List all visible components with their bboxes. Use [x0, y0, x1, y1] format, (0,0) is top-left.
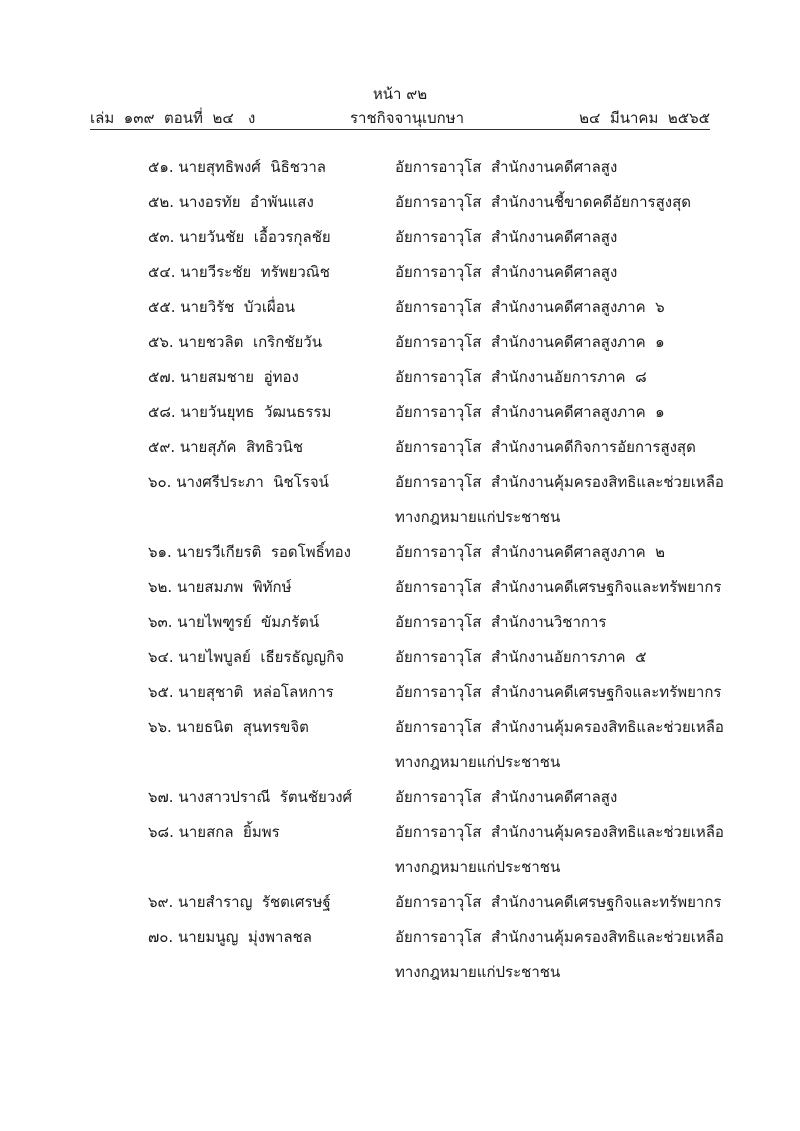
person-name: ๕๖. นายชวลิต เกริกชัยวัน: [148, 333, 322, 351]
position-line: ทางกฎหมายแก่ประชาชน: [395, 753, 561, 771]
position-title: [395, 435, 715, 470]
position-line: ทางกฎหมายแก่ประชาชน: [395, 963, 561, 981]
person-name: ๖๓. นายไพฑูรย์ ขัมภรัตน์: [148, 613, 320, 631]
publication-date: ๒๔ มีนาคม ๒๕๖๕: [579, 109, 710, 127]
position-line: อัยการอาวุโส สำนักงานอัยการภาค ๕: [395, 648, 647, 666]
list-item: [0, 330, 800, 365]
list-item: [0, 680, 800, 715]
position-title: [395, 190, 715, 225]
position-title: [395, 575, 722, 610]
position-line: อัยการอาวุโส สำนักงานชี้ขาดคดีอัยการสูงสุด: [395, 193, 691, 211]
person-name: ๖๗. นางสาวปราณี รัตนชัยวงศ์: [148, 788, 353, 806]
person-name: ๕๓. นายวันชัย เอื้อวรกุลชัย: [148, 228, 331, 246]
list-item: [0, 470, 800, 540]
position-title: [395, 365, 715, 400]
position-line: อัยการอาวุโส สำนักงานคดีเศรษฐกิจและทรัพยากร: [395, 578, 722, 596]
person-name: ๖๑. นายรวีเกียรติ รอดโพธิ์ทอง: [148, 543, 351, 561]
list-item: [0, 575, 800, 610]
page-number: หน้า ๙๒: [372, 85, 428, 103]
position-line: อัยการอาวุโส สำนักงานคุ้มครองสิทธิและช่วยเหลือ: [395, 718, 724, 736]
person-name: ๖๔. นายไพบูลย์ เธียรธัญญกิจ: [148, 648, 345, 666]
position-line: อัยการอาวุโส สำนักงานคดีศาลสูงภาค ๒: [395, 543, 666, 561]
position-line: อัยการอาวุโส สำนักงานคดีศาลสูงภาค ๖: [395, 298, 665, 316]
position-line: ทางกฎหมายแก่ประชาชน: [395, 508, 561, 526]
position-line: อัยการอาวุโส สำนักงานคดีศาลสูงภาค ๑: [395, 403, 665, 421]
list-item: [0, 715, 800, 785]
position-title: [395, 645, 715, 680]
list-item: [0, 295, 800, 330]
person-name: ๕๕. นายวิรัช บัวเผื่อน: [148, 298, 296, 316]
person-name: ๖๖. นายธนิต สุนทรขจิต: [148, 718, 309, 736]
position-title: [395, 260, 715, 295]
list-item: [0, 645, 800, 680]
position-line: อัยการอาวุโส สำนักงานคุ้มครองสิทธิและช่วยเหลือ: [395, 928, 724, 946]
list-item: [0, 610, 800, 645]
person-name: ๖๙. นายสำราญ รัชตเศรษฐ์: [148, 893, 331, 911]
position-line: อัยการอาวุโส สำนักงานคุ้มครองสิทธิและช่วยเหลือ: [395, 823, 724, 841]
list-item: [0, 785, 800, 820]
person-name: ๗๐. นายมนูญ มุ่งพาลชล: [148, 928, 312, 946]
position-line: อัยการอาวุโส สำนักงานคดีศาลสูง: [395, 228, 618, 246]
person-name: ๕๑. นายสุทธิพงศ์ นิธิชวาล: [148, 158, 326, 176]
position-title: [395, 680, 722, 715]
list-item: [0, 225, 800, 260]
position-line: อัยการอาวุโส สำนักงานวิชาการ: [395, 613, 607, 631]
position-line: อัยการอาวุโส สำนักงานคดีกิจการอัยการสูงสุด: [395, 438, 696, 456]
person-name: ๖๘. นายสกล ยิ้มพร: [148, 823, 280, 841]
list-item: [0, 400, 800, 435]
position-line: อัยการอาวุโส สำนักงานอัยการภาค ๘: [395, 368, 647, 386]
list-item: [0, 890, 800, 925]
position-title: [395, 610, 715, 645]
position-line: อัยการอาวุโส สำนักงานคดีเศรษฐกิจและทรัพยากร: [395, 683, 722, 701]
list-item: [0, 435, 800, 470]
header-underline: [90, 129, 710, 130]
position-line: อัยการอาวุโส สำนักงานคดีศาลสูง: [395, 158, 618, 176]
position-title: [395, 330, 715, 365]
list-item: [0, 365, 800, 400]
gazette-header: [90, 106, 710, 130]
position-line: ทางกฎหมายแก่ประชาชน: [395, 858, 561, 876]
person-name: ๖๐. นางศรีประภา นิชโรจน์: [148, 473, 329, 491]
position-line: อัยการอาวุโส สำนักงานคดีศาลสูง: [395, 263, 618, 281]
person-name: ๕๗. นายสมชาย อู่ทอง: [148, 368, 299, 386]
position-line: อัยการอาวุโส สำนักงานคดีศาลสูง: [395, 788, 618, 806]
position-title: [395, 295, 715, 330]
appointment-list: [0, 155, 800, 995]
person-name: ๖๕. นายสุชาติ หล่อโลหการ: [148, 683, 334, 701]
person-name: ๕๘. นายวันยุทธ วัฒนธรรม: [148, 403, 332, 421]
person-name: ๖๒. นายสมภพ พิทักษ์: [148, 578, 292, 596]
position-title: [395, 715, 724, 785]
position-title: [395, 225, 715, 260]
position-title: [395, 155, 715, 190]
publication-title: ราชกิจจานุเบกษา: [350, 109, 465, 127]
position-title: [395, 400, 715, 435]
position-title: [395, 785, 715, 820]
list-item: [0, 540, 800, 575]
position-line: อัยการอาวุโส สำนักงานคุ้มครองสิทธิและช่วยเหลือ: [395, 473, 724, 491]
list-item: [0, 155, 800, 190]
position-line: อัยการอาวุโส สำนักงานคดีเศรษฐกิจและทรัพยากร: [395, 893, 722, 911]
position-title: [395, 820, 724, 890]
position-title: [395, 470, 724, 540]
list-item: [0, 820, 800, 890]
list-item: [0, 925, 800, 995]
position-title: [395, 890, 722, 925]
person-name: ๕๔. นายวีระชัย ทรัพยวณิช: [148, 263, 330, 281]
position-title: [395, 925, 724, 995]
position-line: อัยการอาวุโส สำนักงานคดีศาลสูงภาค ๑: [395, 333, 665, 351]
position-title: [395, 540, 715, 575]
list-item: [0, 190, 800, 225]
person-name: ๕๒. นางอรทัย อำพันแสง: [148, 193, 314, 211]
list-item: [0, 260, 800, 295]
person-name: ๕๙. นายสุภัค สิทธิวนิช: [148, 438, 304, 456]
volume-issue: เล่ม ๑๓๙ ตอนที่ ๒๔ ง: [90, 109, 256, 127]
